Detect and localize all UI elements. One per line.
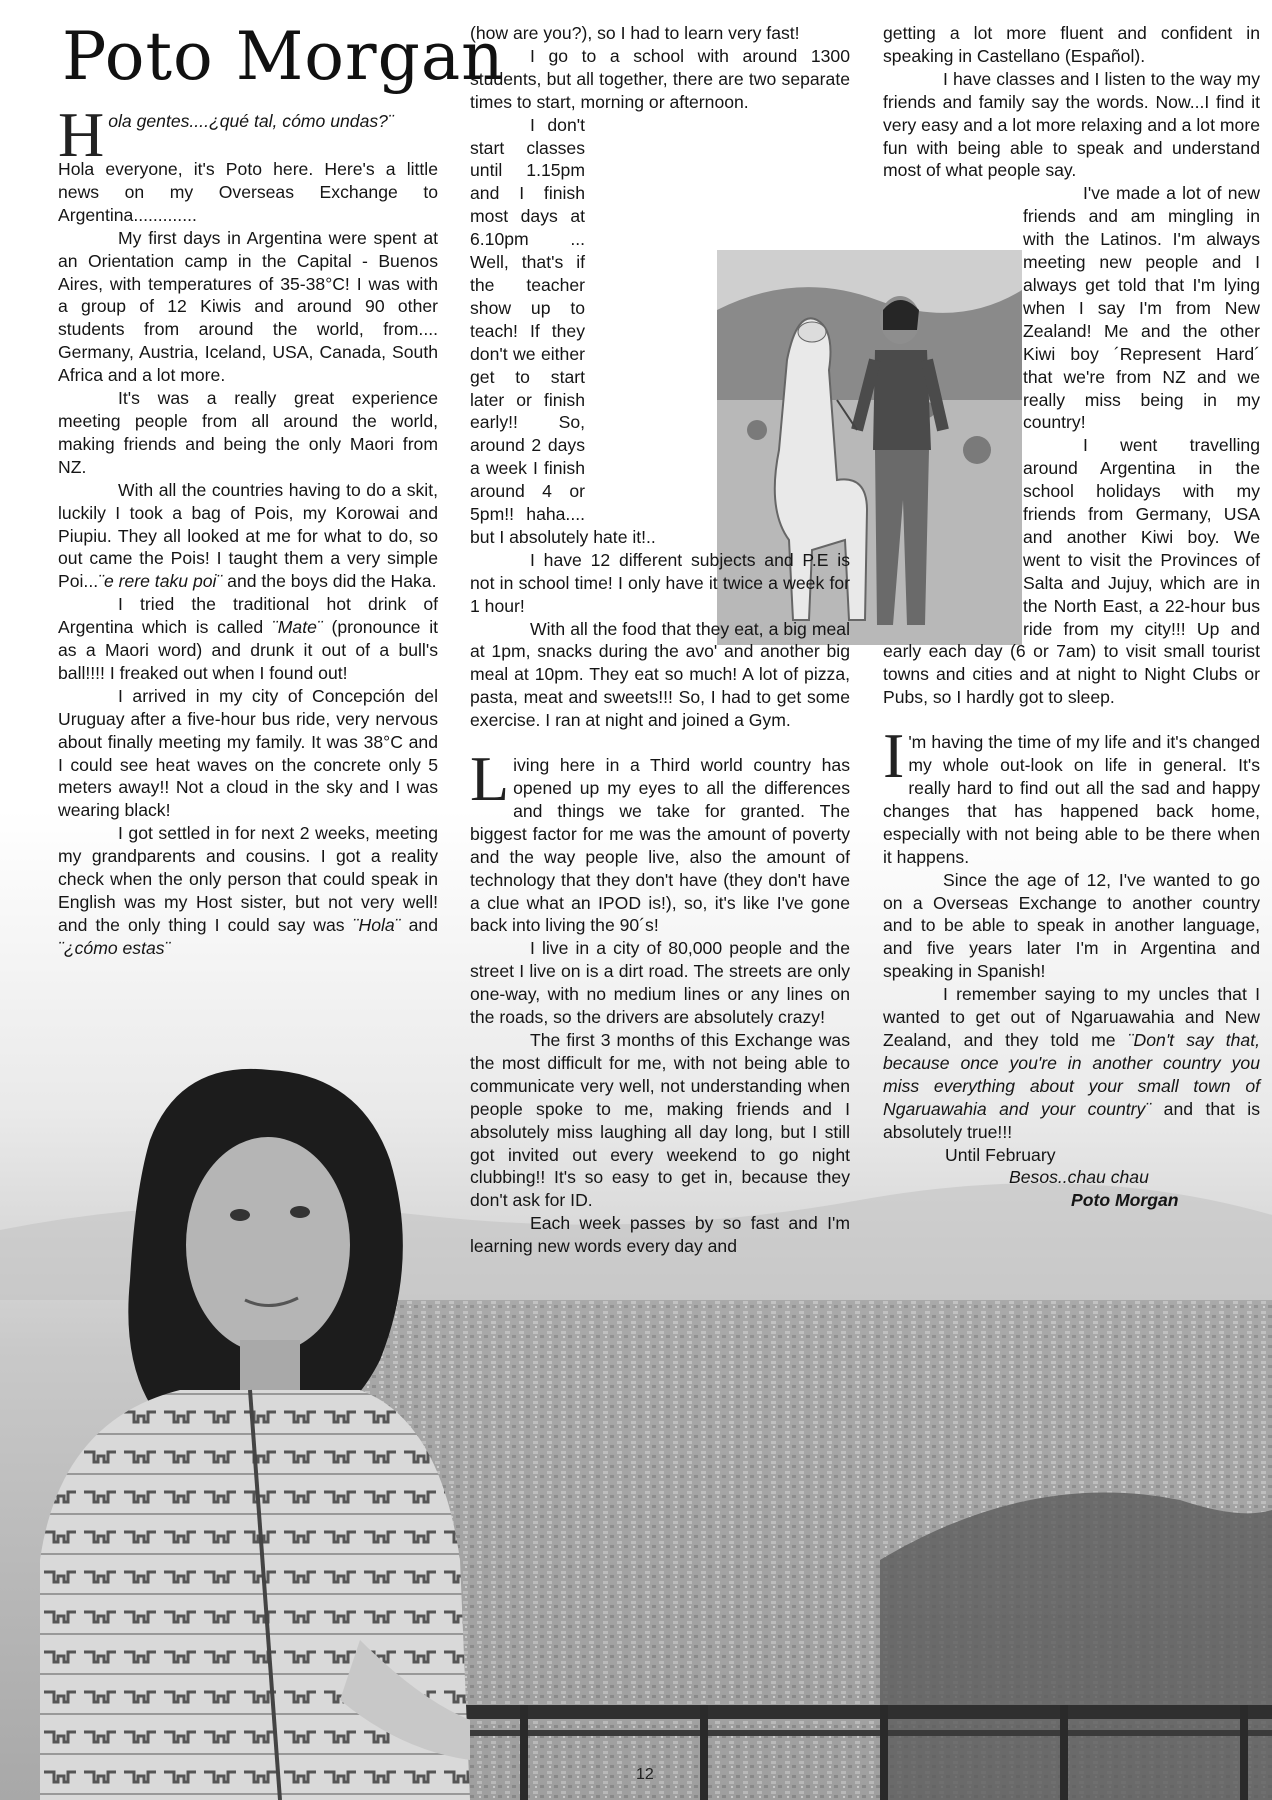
paragraph-age-12: Since the age of 12, I've wanted to go on a Overseas Exchange to another country and to be able to speak in another language, and five years later I'm in Argentina and speaking in Spanish! [883,869,1260,982]
paragraph-friends: I've made a lot of new friends and am mingling in with the Latinos. I'm always meeting new people and I always get told that I'm lying when I say I'm from New Zealand! Me and the other Kiwi boy ´Represent Hard´ that we're from NZ and we really miss being in my country! [1023,183,1260,433]
greeting-text: ola gentes....¿qué tal, cómo undas?¨ [108,111,394,131]
signoff-until: Until February [945,1144,1056,1165]
paragraph-orientation: My first days in Argentina were spent at an Orientation camp in the Capital - Buenos Aires, with temperatures of 35-38°C! I was with a group of 12 Kiwis and around 90 other students from around the world, from.... Germany, Austria, Iceland, USA, Canada, South Africa and a lot more. [58,227,438,386]
paragraph-classes: I don't start classes until 1.15pm and I finish most days at 6.10pm ... Well, that's if the teacher show up to teach! If they don't we either get to start later or finish early!! So, around 2 days a week I finish around 4 or 5pm!! haha.... but I absolutely hate it!.. [470,114,656,547]
paragraph-mate: I tried the traditional hot drink of Argentina which is called ¨Mate¨ (pronounce it as a Maori word) and drunk it out of a bull's ball!!!! I freaked out when I found out! [58,594,438,683]
paragraph-first-months: The first 3 months of this Exchange was the most difficult for me, with not being able to communicate very well, not understanding when people spoke to me, making friends and I absolutely miss laughing all day long, but I still got invited out every weekend to go night clubbing!! It's so easy to get in, because they don't ask for ID. [470,1029,850,1211]
paragraph-uncles: I remember saying to my uncles that I wanted to get out of Ngaruawahia and New Zealand, and they told me ¨Don't say that, because once you're in another country you miss everything about your small town of Ngaruawahia and your country¨ and that is absolutely true!!! [883,984,1260,1142]
signoff-name: Poto Morgan [1071,1190,1179,1211]
drop-cap-h: H [58,99,105,170]
intro-paragraph: Hola everyone, it's Poto here. Here's a little news on my Overseas Exchange to Argentina............. [58,159,438,225]
paragraph-skit: With all the countries having to do a skit, luckily I took a bag of Pois, my Korowai and Piupiu. They all looked at me for what to do, so out came the Pois! I taught them a very simple Poi...¨e rere taku poi¨ and the boys did the Haka. [58,479,438,592]
paragraph-subjects: I have 12 different subjects and P.E is not in school time! I only have it twice a week for 1 hour! [470,549,850,616]
paragraph-listen: I have classes and I listen to the way my friends and family say the words. Now...I find it very easy and a lot more relaxing and a lot more fun with being able to speak and understand most of what people say. [883,68,1260,181]
drop-cap-l: L [470,743,510,815]
column-3 [883,22,1260,1212]
signoff-besos: Besos..chau chau [1009,1167,1149,1188]
paragraph-settled: I got settled in for next 2 weeks, meeting my grandparents and cousins. I got a reality check when the only person that could speak in English was my Host sister, but not very well! and the only thing I could say was ¨Hola¨ and ¨¿cómo estas¨ [58,823,438,958]
paragraph-food: With all the food that they eat, a big meal at 1pm, snacks during the avo' and another big meal at 10pm. They eat so much! A lot of pizza, pasta, meat and sweets!!! So, I had to get some exercise. I ran at night and joined a Gym. [470,618,850,731]
paragraph-time-of-life: I 'm having the time of my life and it's changed my whole out-look on life in general. It's really hard to find out all the sad and happy changes that has happened back home, especially with not being able to be there when it happens. [883,720,1260,867]
article-title: Poto Morgan [62,18,505,95]
column-1 [58,99,438,960]
drop-cap-i: I [883,720,905,792]
paragraph-school: I go to a school with around 1300 students, but all together, there are two separate times to start, morning or afternoon. [470,45,850,112]
paragraph-experience: It's was a really great experience meeting people from all around the world, making friends and being the only Maori from NZ. [58,388,438,477]
paragraph-third-world: Living here in a Third world country has opened up my eyes to all the differences and things we take for granted. The biggest factor for me was the amount of poverty and the way people live, also the amount of technology that they don't have (they don't have a clue what an IPOD is!), so, it's like I've gone back into living the 90´s! [470,743,850,936]
column-2 [470,22,850,1258]
paragraph-fluent: getting a lot more fluent and confident in speaking in Castellano (Español). [883,23,1260,66]
paragraph-city: I live in a city of 80,000 people and the street I live on is a dirt road. The streets are only one-way, with no medium lines or any lines on the roads, so the drivers are absolutely crazy! [470,938,850,1028]
paragraph-each-week: Each week passes by so fast and I'm learning new words every day and [470,1213,850,1257]
paragraph-arrival: I arrived in my city of Concepción del Uruguay after a five-hour bus ride, very nervous about finally meeting my family. It was 38°C and I could see heat waves on the concrete only 5 meters away!! Not a cloud in the sky and I was wearing black! [58,685,438,821]
paragraph-travelling: I went travelling around Argentina in the school holidays with my friends from Germany, USA and another Kiwi boy. We went to visit the Provinces of Salta and Jujuy, which are in the North East, a 22-hour bus ride from my city!!! Up and early each day (6 or 7am) to visit small tourist towns and cities and at night to Night Clubs or Pubs, so I hardly got to sleep. [883,435,1260,708]
paragraph-how-are-you: (how are you?), so I had to learn very fast! [470,23,800,43]
greeting-paragraph [58,99,438,170]
page-number: 12 [636,1766,654,1783]
